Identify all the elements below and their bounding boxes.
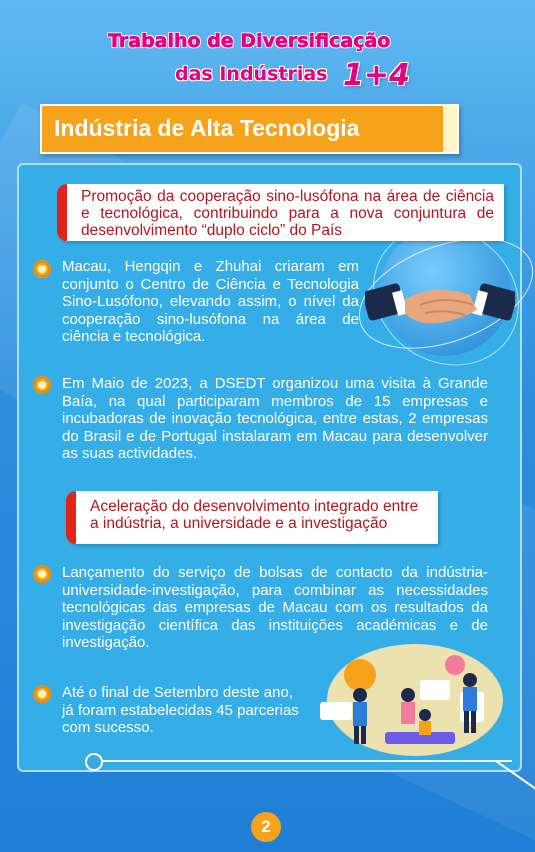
paragraph-centro: Macau, Hengqin e Zhuhai criaram em conjunto o Centro de Ciência e Tecnologia Sino-Lusófono, elevando assim, o nível da cooperação sino-lusófona na área de ciência e tecnológica. (62, 258, 359, 345)
bullet-circle-icon (33, 260, 51, 278)
footer-line (92, 760, 512, 762)
bullet-circle-icon (33, 565, 51, 583)
paragraph-parcerias: Até o final de Setembro deste ano, já foram estabelecidas 45 parcerias com sucesso. (62, 684, 299, 736)
banner-tab (443, 106, 457, 152)
team-illustration-icon (300, 640, 510, 758)
banner-title: Indústria de Alta Tecnologia (54, 115, 360, 141)
bullet-circle-icon (33, 685, 51, 703)
page-title-line2: das Indústrias (175, 63, 328, 85)
page-number: 2 (251, 812, 281, 842)
section-banner (40, 104, 459, 154)
footer-line-knob (85, 753, 103, 771)
section-heading-integration: Aceleração do desenvolvimento integrado entre a indústria, a universidade e a investigação (66, 491, 438, 544)
section-heading-cooperation: Promoção da cooperação sino-lusófona na área de ciência e tecnológica, contribuindo para a nova conjuntura de desenvolvimento “duplo ciclo” do País (57, 184, 504, 241)
handshake-icon (365, 265, 515, 345)
paragraph-visita: Em Maio de 2023, a DSEDT organizou uma visita à Grande Baía, na qual participaram membros de 15 empresas e incubadoras de inovação tecnológica, entre estas, 2 empresas do Brasil e de Portugal instalaram em Macau para desenvolver as suas actividades. (62, 375, 488, 462)
page-title-line1: Trabalho de Diversificação (108, 30, 391, 52)
title-badge: 1+4 (343, 58, 410, 93)
bullet-circle-icon (33, 376, 51, 394)
paragraph-bolsas: Lançamento do serviço de bolsas de contacto da indústria-universidade-investigação, para combinar as necessidades tecnológicas das empresas de Macau com os resultados da investigação científica das instituições académicas e de investigação. (62, 564, 488, 651)
